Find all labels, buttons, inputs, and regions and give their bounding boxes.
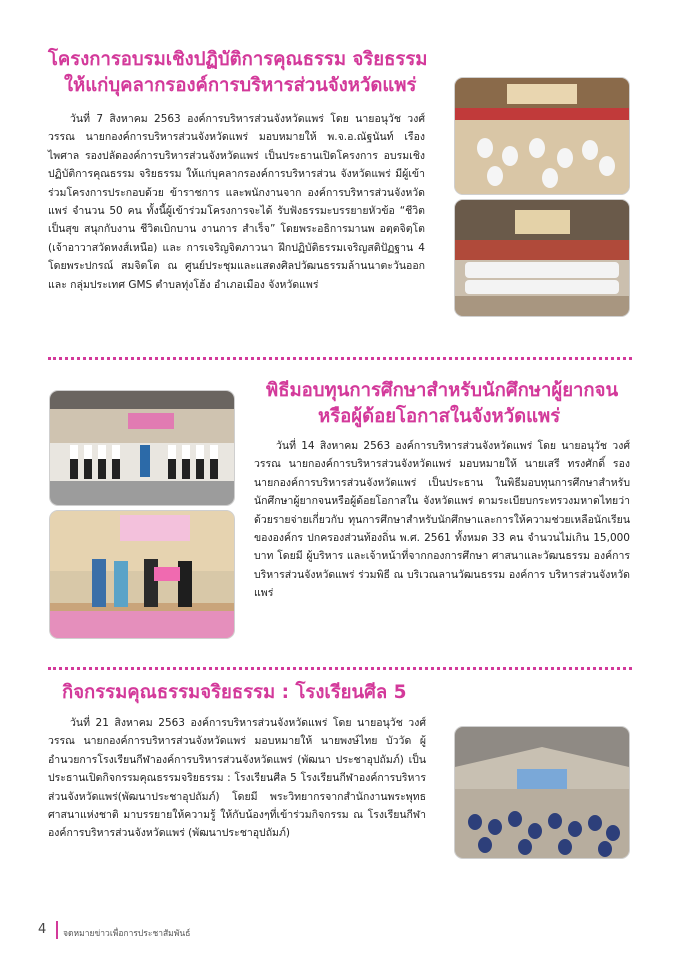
publication-name: จดหมายข่าวเพื่อการประชาสัมพันธ์	[63, 929, 191, 939]
section1-paragraph: วันที่ 7 สิงหาคม 2563 องค์การบริหารส่วนจังหวัดแพร่ โดย นายอนุวัช วงศ์วรรณ นายกองค์การบริหารส่วนจังหวัดแพร่ มอบหมายให้ พ.จ.อ.ณัฐนันท์ เรืองไพศาล รองปลัดองค์การบริหารส่วนจังหวัดแพร่ เป็นประธานเปิดโครงการ อบรมเชิงปฏิบัติการคุณธรรม จริยธรรม ให้แก่บุคลากรองค์การบริหารส่วน จังหวัดแพร่ มีผู้เข้าร่วมโครงการประกอบด้วย ข้าราชการ และพนักงานจาก องค์การบริหารส่วนจังหวัดแพร่ จำนวน 50 คน ทั้งนี้ผู้เข้าร่วมโครงการจะได้ รับฟังธรรมะบรรยายหัวข้อ “ชีวิตเป็นสุข สนุกกับงาน ชีวิตเบิกบาน งานการ สำเร็จ” โดยพระอธิการมานพ อตฺตจิตฺโต (เจ้าอาวาสวัดหงส์เหนือ) และ การเจริญจิตภาวนา ฝึกปฏิบัติธรรมเจริญสติปัฏฐาน 4 โดยพระปกรณ์ สมจิตโต ณ ศูนย์ประชุมและแสดงศิลปวัฒนธรรมล้านนาตะวันออกและ กลุ่มประเทศ GMS ตำบลทุ่งโฮ้ง อำเภอเมือง จังหวัดแพร่	[48, 113, 425, 291]
page-number: 4	[38, 922, 47, 937]
section1-title-line1: โครงการอบรมเชิงปฏิบัติการคุณธรรม จริยธรรม	[48, 49, 428, 70]
section2-body	[254, 437, 630, 603]
photo-scholarship-group	[50, 391, 234, 505]
photo-school-precepts	[455, 727, 629, 858]
section1-title-line2: ให้แก่บุคลากรองค์การบริหารส่วนจังหวัดแพร่	[64, 75, 417, 96]
divider-1	[48, 357, 632, 360]
section2-title-line1: พิธีมอบทุนการศึกษาสำหรับนักศึกษาผู้ยากจน	[266, 380, 619, 401]
photo-training-group	[455, 200, 629, 316]
section3-body	[48, 714, 426, 843]
section3-title: กิจกรรมคุณธรรมจริยธรรม : โรงเรียนศีล 5	[62, 682, 407, 703]
section1-body	[48, 110, 425, 294]
section2-title-line2: หรือผู้ด้อยโอกาสในจังหวัดแพร่	[318, 406, 561, 427]
photo-scholarship-handover	[50, 511, 234, 638]
divider-2	[48, 667, 632, 670]
photo-training-hall	[455, 78, 629, 194]
section2-paragraph: วันที่ 14 สิงหาคม 2563 องค์การบริหารส่วนจังหวัดแพร่ โดย นายอนุวัช วงศ์วรรณ นายกองค์การบริหารส่วนจังหวัดแพร่ มอบหมายให้ นายเสรี ทรงศักดิ์ รองนายกองค์การบริหารส่วนจังหวัดแพร่ เป็นประธาน ในพิธีมอบทุนการศึกษาสำหรับนักศึกษาผู้ยากจนหรือผู้ด้อยโอกาสใน จังหวัดแพร่ ตามระเบียบกระทรวงมหาดไทยว่าด้วยรายจ่ายเกี่ยวกับ ทุนการศึกษาสำหรับนักศึกษาและการให้ความช่วยเหลือนักเรียนขององค์กร ปกครองส่วนท้องถิ่น พ.ศ. 2561 ทั้งหมด 33 คน จำนวนไม่เกิน 15,000 บาท โดยมี ผู้บริหาร และเจ้าหน้าที่จากกองการศึกษา ศาสนาและวัฒนธรรม องค์การบริหารส่วนจังหวัดแพร่ ร่วมพิธี ณ บริเวณลานวัฒนธรรม องค์การ บริหารส่วนจังหวัดแพร่	[254, 440, 630, 600]
section3-paragraph: วันที่ 21 สิงหาคม 2563 องค์การบริหารส่วนจังหวัดแพร่ โดย นายอนุวัช วงศ์วรรณ นายกองค์การบริหารส่วนจังหวัดแพร่ มอบหมายให้ นายพงษ์ไทย บัววัด ผู้อำนวยการโรงเรียนกีฬาองค์การบริหารส่วนจังหวัดแพร่ (พัฒนา ประชาอุปถัมภ์) เป็นประธานเปิดกิจกรรมคุณธรรมจริยธรรม : โรงเรียนศีล 5 โรงเรียนกีฬาองค์การบริหารส่วนจังหวัดแพร่(พัฒนาประชาอุปถัมภ์) โดยมี พระวิทยากรจากสำนักงานพระพุทธศาสนาแห่งชาติ มาบรรยายให้ความรู้ ให้กับน้องๆที่เข้าร่วมกิจกรรม ณ โรงเรียนกีฬาองค์การบริหารส่วนจังหวัดแพร่ (พัฒนาประชาอุปถัมภ์)	[48, 717, 426, 840]
footer-divider	[56, 921, 58, 939]
